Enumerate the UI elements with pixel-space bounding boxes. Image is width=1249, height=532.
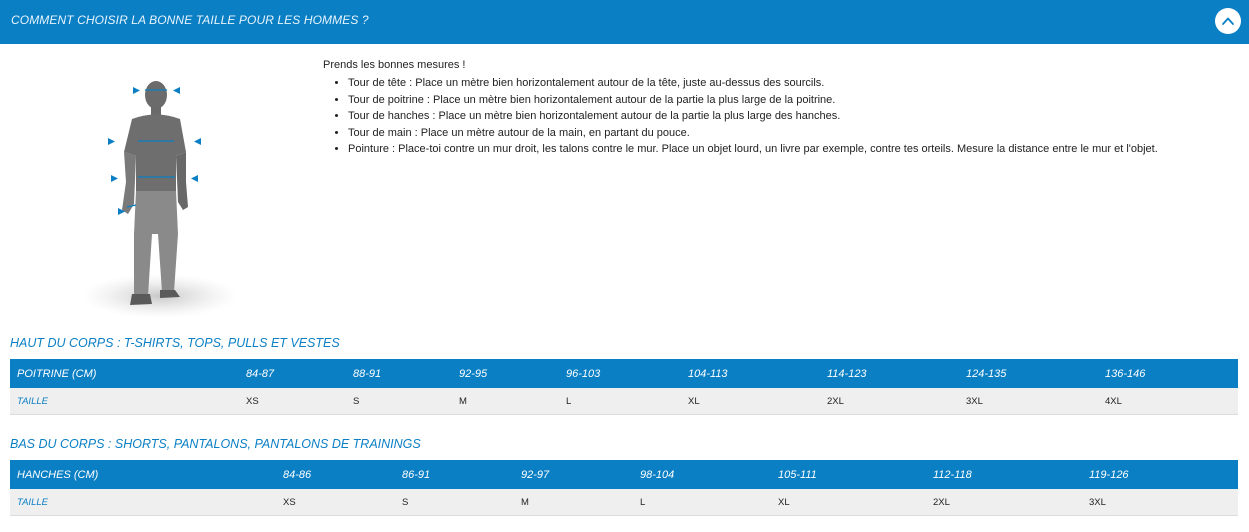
size-cell: M [452,388,559,415]
table-row [10,489,1238,516]
measurement-instructions [323,58,1158,158]
size-cell: XL [771,489,926,516]
range-cell: 119-126 [1082,460,1238,489]
size-cell: 2XL [926,489,1082,516]
range-cell: 84-86 [276,460,395,489]
row-label: TAILLE [10,489,276,516]
row-label: TAILLE [10,388,239,415]
range-cell: 114-123 [820,359,959,388]
table-row [10,388,1238,415]
size-cell: 3XL [1082,489,1238,516]
range-cell: 88-91 [346,359,452,388]
size-cell: L [559,388,681,415]
instruction-hips: • Tour de hanches : Place un mètre bien horizontalement autour de la partie la plus large des hanches. [348,108,1158,125]
accordion-title: COMMENT CHOISIR LA BONNE TAILLE POUR LES HOMMES ? [11,13,369,27]
lower-body-title: BAS DU CORPS : SHORTS, PANTALONS, PANTALONS DE TRAININGS [10,437,421,451]
instruction-chest: • Tour de poitrine : Place un mètre bien horizontalement autour de la partie la plus large de la poitrine. [348,92,1158,109]
header-label: HANCHES (CM) [10,460,276,489]
size-cell: 3XL [959,388,1098,415]
size-cell: 2XL [820,388,959,415]
collapse-button[interactable] [1215,8,1241,34]
size-cell: M [514,489,633,516]
range-cell: 124-135 [959,359,1098,388]
range-cell: 86-91 [395,460,514,489]
chevron-up-icon [1221,15,1235,27]
upper-body-size-table [10,359,1238,415]
size-cell: XS [239,388,346,415]
range-cell: 92-95 [452,359,559,388]
size-cell: S [395,489,514,516]
instructions-intro: Prends les bonnes mesures ! [323,59,466,71]
upper-body-title: HAUT DU CORPS : T-SHIRTS, TOPS, PULLS ET VESTES [10,336,340,350]
table-header-row [10,460,1238,489]
range-cell: 105-111 [771,460,926,489]
instructions-list [323,75,1158,158]
instruction-hand: • Tour de main : Place un mètre autour de la main, en partant du pouce. [348,125,1158,142]
size-cell: L [633,489,771,516]
size-cell: S [346,388,452,415]
range-cell: 136-146 [1098,359,1238,388]
range-cell: 112-118 [926,460,1082,489]
range-cell: 98-104 [633,460,771,489]
lower-body-size-table [10,460,1238,516]
accordion-header[interactable] [0,0,1249,44]
header-label: POITRINE (CM) [10,359,239,388]
instruction-head: • Tour de tête : Place un mètre bien horizontalement autour de la tête, juste au-dessus des sourcils. [348,75,1158,92]
table-header-row [10,359,1238,388]
range-cell: 84-87 [239,359,346,388]
range-cell: 96-103 [559,359,681,388]
size-cell: XL [681,388,820,415]
size-cell: XS [276,489,395,516]
range-cell: 92-97 [514,460,633,489]
measurement-figure-image [78,64,248,326]
instruction-shoe-size: • Pointure : Place-toi contre un mur droit, les talons contre le mur. Place un objet lourd, un livre par exemple, contre tes orteils. Mesure la distance entre le mur et l'objet. [348,141,1158,158]
range-cell: 104-113 [681,359,820,388]
size-cell: 4XL [1098,388,1238,415]
